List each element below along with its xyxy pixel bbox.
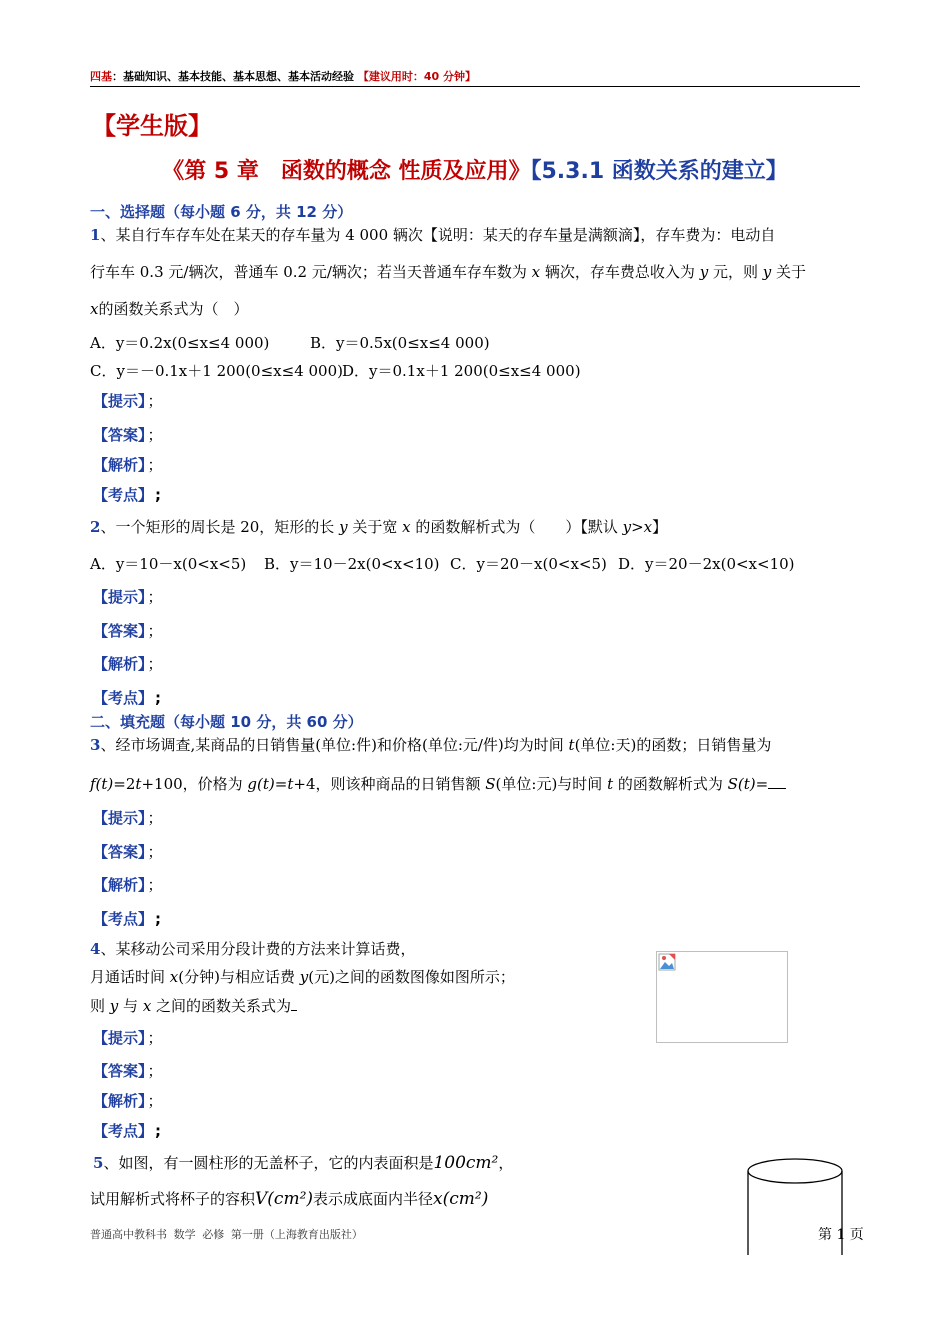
header-divider [90, 86, 860, 87]
q4-answer-label: 【答案】 ； [93, 1062, 163, 1080]
q2-answer-label: 【答案】 ； [93, 622, 163, 640]
q5-number: 5 [93, 1154, 104, 1172]
section-heading-choice: 一、选择题（每小题 6 分，共 12 分） [90, 203, 353, 221]
q4-point-label: 【考点】 ; [93, 1122, 162, 1140]
q1-option-b: B．y＝0.5x(0≤x≤4 000) [310, 334, 490, 352]
q4-answer-blank[interactable] [291, 996, 297, 1011]
q1-line-3: x的函数关系式为（ ） [90, 300, 249, 318]
q3-analysis-label: 【解析】 ； [93, 876, 163, 894]
q5-line-1: 5、如图，有一圆柱形的无盖杯子，它的内表面积是100cm²， [93, 1153, 514, 1173]
header-prefix: 四基 [90, 70, 112, 83]
page-footer: 普通高中教科书 数学 必修 第一册（上海教育出版社） [90, 1228, 363, 1241]
q3-line-1: 3、经市场调查,某商品的日销售量(单位:件)和价格(单位:元/件)均为时间 t(单位:天)的函数；日销售量为 [90, 736, 772, 754]
q2-hint-label: 【提示】 ； [93, 588, 163, 606]
q3-point-label: 【考点】 ; [93, 910, 162, 928]
q5-area: 100cm² [433, 1153, 499, 1173]
q1-hint-label: 【提示】 ； [93, 392, 163, 410]
q4-number: 4 [90, 940, 101, 958]
q2-option-b: B．y＝10－2x(0<x<10) [264, 555, 440, 573]
q4-line-2: 月通话时间 x(分钟)与相应话费 y(元)之间的函数图像如图所示； [90, 968, 515, 986]
q3-answer-label: 【答案】 ； [93, 843, 163, 861]
section-heading-fill: 二、填充题（每小题 10 分，共 60 分） [90, 713, 363, 731]
q2-option-a: A．y＝10－x(0<x<5) [90, 555, 247, 573]
header-body: ：基础知识、基本技能、基本思想、基本活动经验 [112, 70, 354, 83]
q1-option-c: C．y＝－0.1x＋1 200(0≤x≤4 000) [90, 362, 343, 380]
q2-option-d: D．y＝20－2x(0<x<10) [618, 555, 795, 573]
q2-analysis-label: 【解析】 ； [93, 655, 163, 673]
q1-number: 1 [90, 226, 101, 244]
q2-line-1: 2、一个矩形的周长是 20，矩形的长 y 关于宽 x 的函数解析式为（ ）【默认 y>x】 [90, 518, 668, 536]
chapter-title: 《第 5 章 函数的概念 性质及应用》 [162, 159, 531, 184]
q2-number: 2 [90, 518, 101, 536]
q4-line-1: 4、某移动公司采用分段计费的方法来计算话费， [90, 940, 416, 958]
q3-line-2: f(t)=2t+100，价格为 g(t)=t+4，则该种商品的日销售额 S(单位:元)与时间 t 的函数解析式为 S(t)= [90, 774, 786, 793]
q5-volume: V(cm²) [255, 1189, 314, 1209]
q4-hint-label: 【提示】 ； [93, 1029, 163, 1047]
q4-analysis-label: 【解析】 ； [93, 1092, 163, 1110]
q3-hint-label: 【提示】 ； [93, 809, 163, 827]
q3-answer-blank[interactable] [768, 774, 786, 789]
page-title [0, 154, 950, 185]
q1-option-d: D．y＝0.1x＋1 200(0≤x≤4 000) [342, 362, 581, 380]
q2-point-label: 【考点】 ; [93, 689, 162, 707]
q1-point-label: 【考点】 ; [93, 486, 162, 504]
q4-graph-image-placeholder [656, 951, 788, 1043]
q3-number: 3 [90, 736, 101, 754]
q1-option-a: A．y＝0.2x(0≤x≤4 000) [90, 334, 270, 352]
page-number: 第 1 页 [818, 1227, 864, 1243]
page-header [90, 68, 476, 84]
broken-image-icon [658, 953, 676, 971]
q1-analysis-label: 【解析】 ； [93, 456, 163, 474]
q4-line-3: 则 y 与 x 之间的函数关系式为 [90, 996, 297, 1015]
edition-label: 【学生版】 [92, 112, 212, 140]
q2-option-c: C．y＝20－x(0<x<5) [450, 555, 607, 573]
header-time-tip: 【建议用时：40 分钟】 [357, 70, 476, 83]
q1-line-1: 1、某自行车存车处在某天的存车量为 4 000 辆次【说明：某天的存车量是满额滴】，存车费为：电动自 [90, 226, 776, 244]
q5-radius: x(cm²) [433, 1189, 489, 1209]
q1-answer-label: 【答案】 ； [93, 426, 163, 444]
section-title: 【5.3.1 函数关系的建立】 [530, 159, 788, 184]
q1-line-2: 行车车 0.3 元/辆次，普通车 0.2 元/辆次；若当天普通车存车数为 x 辆次，存车费总收入为 y 元，则 y 关于 [90, 263, 806, 281]
q5-line-2: 试用解析式将杯子的容积V(cm²)表示成底面内半径x(cm²) [90, 1189, 489, 1209]
